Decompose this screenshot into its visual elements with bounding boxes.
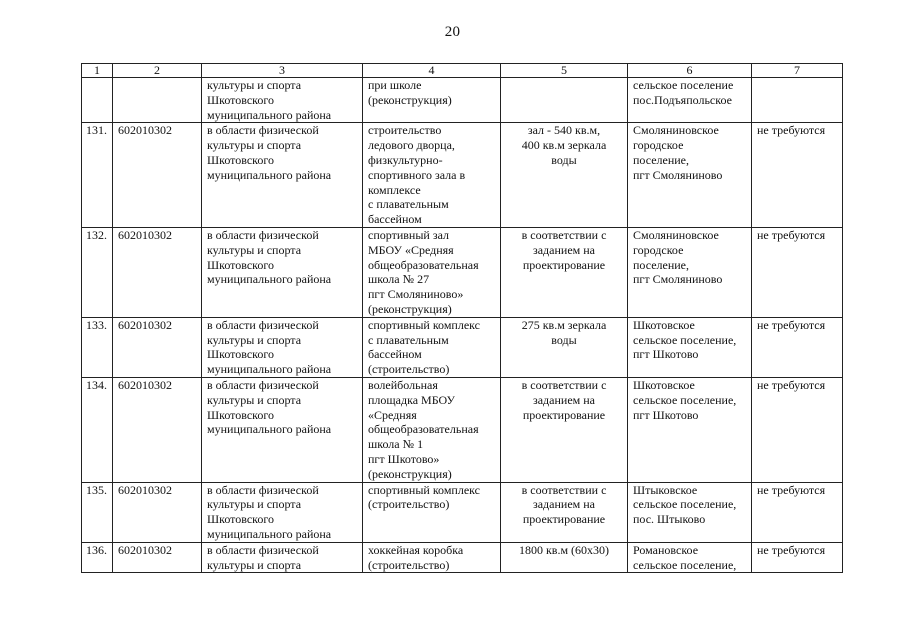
row-number: 135. [82, 482, 113, 542]
column-number: 1 [82, 64, 113, 78]
table-row [82, 377, 843, 482]
column-number: 2 [113, 64, 202, 78]
column-number: 6 [628, 64, 752, 78]
object-parameters: в соответствии с заданием на проектирование [501, 227, 628, 317]
object-zones: не требуются [752, 542, 843, 573]
object-location: Шкотовское сельское поселение, пгт Шкотово [628, 317, 752, 377]
column-number-row [82, 64, 843, 78]
column-number: 3 [202, 64, 363, 78]
object-zones: не требуются [752, 377, 843, 482]
object-parameters: зал - 540 кв.м, 400 кв.м зеркала воды [501, 123, 628, 228]
object-location: Романовское сельское поселение, [628, 542, 752, 573]
object-zones: не требуются [752, 482, 843, 542]
object-zones: не требуются [752, 123, 843, 228]
object-code: 602010302 [113, 227, 202, 317]
object-area: в области физической культуры и спорта Шкотовского муниципального района [202, 377, 363, 482]
row-number: 136. [82, 542, 113, 573]
object-area: в области физической культуры и спорта Шкотовского муниципального района [202, 123, 363, 228]
table-row [82, 482, 843, 542]
object-parameters: 275 кв.м зеркала воды [501, 317, 628, 377]
table-row [82, 227, 843, 317]
object-code [113, 78, 202, 123]
object-code: 602010302 [113, 377, 202, 482]
table-row [82, 123, 843, 228]
object-name: строительство ледового дворца, физкультурно- спортивного зала в комплексе с плавательным бассейном [363, 123, 501, 228]
object-area: культуры и спорта Шкотовского муниципального района [202, 78, 363, 123]
object-location: Штыковское сельское поселение, пос. Штыково [628, 482, 752, 542]
object-name: спортивный комплекс (строительство) [363, 482, 501, 542]
object-name: спортивный зал МБОУ «Средняя общеобразовательная школа № 27 пгт Смоляниново» (реконструкция) [363, 227, 501, 317]
row-number: 132. [82, 227, 113, 317]
object-parameters: в соответствии с заданием на проектирование [501, 482, 628, 542]
object-area: в области физической культуры и спорта [202, 542, 363, 573]
object-name: спортивный комплекс с плавательным бассейном (строительство) [363, 317, 501, 377]
object-code: 602010302 [113, 123, 202, 228]
row-number: 131. [82, 123, 113, 228]
object-zones [752, 78, 843, 123]
object-location: Смоляниновское городское поселение, пгт Смоляниново [628, 227, 752, 317]
object-area: в области физической культуры и спорта Шкотовского муниципального района [202, 317, 363, 377]
row-number: 134. [82, 377, 113, 482]
object-location: Смоляниновское городское поселение, пгт Смоляниново [628, 123, 752, 228]
object-name: при школе (реконструкция) [363, 78, 501, 123]
object-parameters [501, 78, 628, 123]
table-row [82, 317, 843, 377]
object-name: хоккейная коробка (строительство) [363, 542, 501, 573]
object-zones: не требуются [752, 317, 843, 377]
object-area: в области физической культуры и спорта Шкотовского муниципального района [202, 227, 363, 317]
object-name: волейбольная площадка МБОУ «Средняя общеобразовательная школа № 1 пгт Шкотово» (реконструкция) [363, 377, 501, 482]
object-area: в области физической культуры и спорта Шкотовского муниципального района [202, 482, 363, 542]
page-number: 20 [444, 24, 461, 40]
table-row [82, 78, 843, 123]
objects-table [81, 63, 843, 573]
object-parameters: в соответствии с заданием на проектирование [501, 377, 628, 482]
row-number [82, 78, 113, 123]
object-code: 602010302 [113, 482, 202, 542]
object-parameters: 1800 кв.м (60x30) [501, 542, 628, 573]
column-number: 7 [752, 64, 843, 78]
column-number: 5 [501, 64, 628, 78]
row-number: 133. [82, 317, 113, 377]
object-zones: не требуются [752, 227, 843, 317]
object-location: сельское поселение пос.Подъяпольское [628, 78, 752, 123]
object-code: 602010302 [113, 542, 202, 573]
column-number: 4 [363, 64, 501, 78]
object-code: 602010302 [113, 317, 202, 377]
table-row [82, 542, 843, 573]
object-location: Шкотовское сельское поселение, пгт Шкотово [628, 377, 752, 482]
